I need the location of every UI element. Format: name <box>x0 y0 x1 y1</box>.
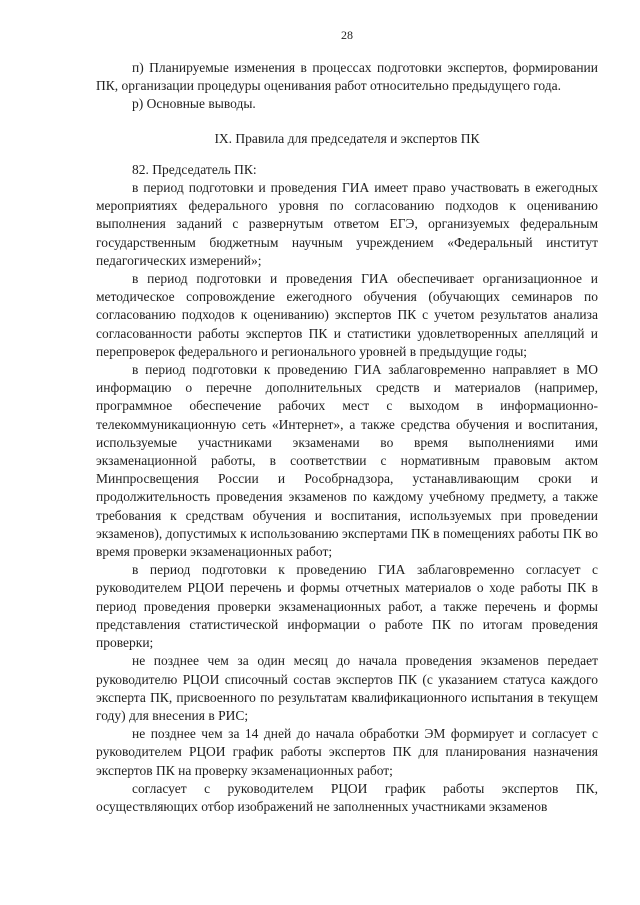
section-heading: IX. Правила для председателя и экспертов ПК <box>214 130 480 146</box>
list-item: в период подготовки и проведения ГИА имеет право участвовать в ежегодных мероприятиях федерального уровня по согласованию подходов к оцениванию выполнения заданий с развернутым ответом ЕГЭ, организуемых федеральным государственным бюджетным научным учреждением «Федеральный институт педагогических измерений»; <box>96 180 598 268</box>
list-item: в период подготовки к проведению ГИА заблаговременно согласует с руководителем РЦОИ перечень и формы отчетных материалов о ходе работы ПК в период проведения проверки экзаменационных работ, а также перечень и формы представления статистической информации о работе ПК по итогам проведения проверки; <box>96 562 598 651</box>
clause-title: 82. Председатель ПК: <box>132 161 257 177</box>
list-item: согласует с руководителем РЦОИ график работы экспертов ПК, осуществляющих отбор изображений не заполненных участниками экзаменов <box>96 780 598 814</box>
page-number: 28 <box>341 28 353 42</box>
list-item: в период подготовки и проведения ГИА обеспечивает организационное и методическое сопровождение ежегодного обучения (обучающих семинаров по согласованию подходов к оцениванию) экспертов ПК с учетом результатов анализа согласованности работы экспертов ПК и статистики удовлетворенных апелляций и перепроверок федерального и регионального уровней в предыдущие годы; <box>96 271 598 359</box>
list-item: не позднее чем за один месяц до начала проведения экзаменов передает руководителю РЦОИ списочный состав экспертов ПК (с указанием статуса каждого эксперта ПК, присвоенного по результатам квалификационного испытания в текущем году) для внесения в РИС; <box>96 653 598 723</box>
list-item: в период подготовки к проведению ГИА заблаговременно направляет в МО информацию о перечне дополнительных средств и материалов (например, программное обеспечение рабочих мест с выходом в информационно-телекоммуникационную сеть «Интернет», а также средства обучения и воспитания, используемые участниками экзаменами во время выполнениями ими экзаменационной работы, в соответствии с нормативным правовым актом Минпросвещения России и Рособрнадзора, устанавливающим сроки и продолжительность проведения экзаменов по каждому учебному предмету, а также требования к средствам обучения и воспитания, используемых при проведении экзаменов), допустимых к использованию экспертами ПК в помещениях работы ПК во время проверки экзаменационных работ; <box>96 362 599 560</box>
paragraph-conclusions: р) Основные выводы. <box>132 96 256 112</box>
list-item: не позднее чем за 14 дней до начала обработки ЭМ формирует и согласует с руководителем РЦОИ график работы экспертов ПК для планирования назначения экспертов ПК на проверку экзаменационных работ; <box>96 726 598 778</box>
paragraph-planned-changes: п) Планируемые изменения в процессах подготовки экспертов, формировании ПК, организации процедуры оценивания работ относительно предыдущего года. <box>96 60 598 94</box>
